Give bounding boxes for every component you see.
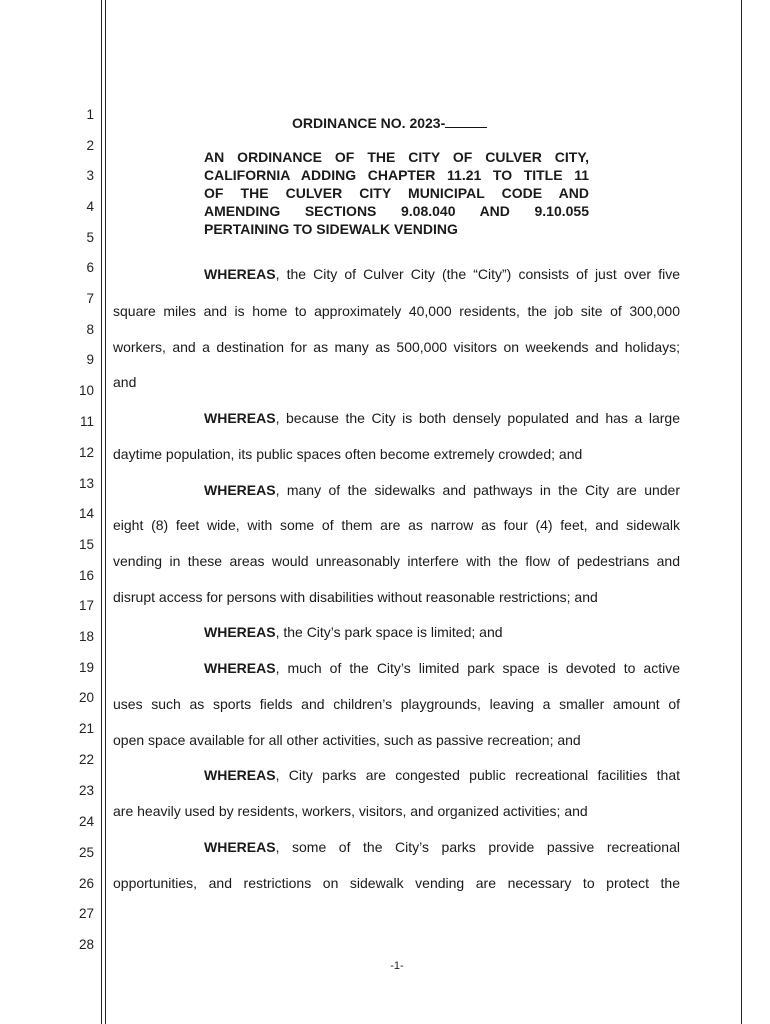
ordinance-subtitle bbox=[204, 148, 589, 238]
whereas-paragraph-3-first-line bbox=[204, 482, 680, 499]
line-number: 15 bbox=[78, 537, 94, 552]
subtitle-line: AN ORDINANCE OF THE CITY OF CULVER CITY, bbox=[204, 149, 589, 165]
paragraph-text: , the City’s park space is limited; and bbox=[275, 624, 503, 640]
whereas-paragraph-2-first-line bbox=[204, 410, 680, 427]
line-number: 27 bbox=[78, 906, 94, 921]
paragraph-line: eight (8) feet wide, with some of them are as narrow as four (4) feet, and sidewalk bbox=[113, 517, 680, 533]
line-number: 23 bbox=[78, 783, 94, 798]
ordinance-title bbox=[292, 113, 487, 132]
left-margin-line-inner bbox=[105, 0, 106, 1024]
line-number: 20 bbox=[78, 690, 94, 705]
line-number: 19 bbox=[78, 660, 94, 675]
line-number: 28 bbox=[78, 937, 94, 952]
line-number: 24 bbox=[78, 814, 94, 829]
paragraph-line: and bbox=[113, 374, 137, 390]
paragraph-line: daytime population, its public spaces often become extremely crowded; and bbox=[113, 446, 583, 462]
subtitle-line: OF THE CULVER CITY MUNICIPAL CODE AND bbox=[204, 185, 589, 201]
whereas-paragraph-6-first-line bbox=[204, 767, 680, 784]
whereas-label: WHEREAS bbox=[204, 624, 276, 640]
line-number: 18 bbox=[78, 629, 94, 644]
whereas-label: WHEREAS bbox=[204, 482, 276, 498]
paragraph-text: , much of the City’s limited park space is devoted to active bbox=[275, 660, 680, 676]
line-number: 21 bbox=[78, 721, 94, 736]
paragraph-text: , because the City is both densely populated and has a large bbox=[275, 410, 680, 426]
paragraph-line: open space available for all other activities, such as passive recreation; and bbox=[113, 732, 581, 748]
line-number: 17 bbox=[78, 598, 94, 613]
line-number: 25 bbox=[78, 845, 94, 860]
whereas-paragraph-1-first-line bbox=[204, 266, 680, 283]
line-number: 10 bbox=[78, 383, 94, 398]
line-number: 11 bbox=[79, 414, 94, 429]
line-number: 2 bbox=[86, 138, 94, 153]
paragraph-text: , some of the City’s parks provide passive recreational bbox=[275, 839, 680, 855]
subtitle-line: AMENDING SECTIONS 9.08.040 AND 9.10.055 bbox=[204, 203, 589, 219]
line-number: 8 bbox=[86, 322, 94, 337]
paragraph-line: uses such as sports fields and children’s playgrounds, leaving a smaller amount of bbox=[113, 696, 680, 712]
paragraph-line: opportunities, and restrictions on sidewalk vending are necessary to protect the bbox=[113, 875, 680, 891]
subtitle-line: PERTAINING TO SIDEWALK VENDING bbox=[204, 221, 458, 237]
line-number: 3 bbox=[86, 168, 94, 183]
whereas-label: WHEREAS bbox=[204, 767, 276, 783]
whereas-paragraph-5-first-line bbox=[204, 660, 680, 677]
whereas-label: WHEREAS bbox=[204, 839, 276, 855]
line-number: 12 bbox=[78, 445, 94, 460]
whereas-paragraph-4-first-line bbox=[204, 624, 680, 641]
line-number: 13 bbox=[78, 476, 94, 491]
paragraph-line: are heavily used by residents, workers, visitors, and organized activities; and bbox=[113, 803, 588, 819]
paragraph-line: vending in these areas would unreasonably interfere with the flow of pedestrians and bbox=[113, 553, 680, 569]
paragraph-line: square miles and is home to approximately 40,000 residents, the job site of 300,000 bbox=[113, 303, 680, 319]
paragraph-text: , many of the sidewalks and pathways in the City are under bbox=[275, 482, 680, 498]
line-number: 6 bbox=[86, 260, 94, 275]
line-number: 26 bbox=[78, 876, 94, 891]
whereas-label: WHEREAS bbox=[204, 660, 276, 676]
line-number: 1 bbox=[86, 107, 94, 122]
right-margin-line bbox=[741, 0, 742, 1024]
paragraph-line: workers, and a destination for as many as 500,000 visitors on weekends and holidays; bbox=[113, 339, 680, 355]
left-margin-line-outer bbox=[101, 0, 102, 1024]
line-number: 22 bbox=[78, 752, 94, 767]
line-number: 7 bbox=[86, 291, 94, 306]
line-number: 9 bbox=[86, 352, 94, 367]
line-number: 5 bbox=[86, 230, 94, 245]
whereas-label: WHEREAS bbox=[204, 410, 276, 426]
paragraph-line: disrupt access for persons with disabilities without reasonable restrictions; and bbox=[113, 589, 598, 605]
line-number: 14 bbox=[78, 506, 94, 521]
whereas-paragraph-7-first-line bbox=[204, 839, 680, 856]
line-number: 4 bbox=[86, 199, 94, 214]
subtitle-line: CALIFORNIA ADDING CHAPTER 11.21 TO TITLE 11 bbox=[204, 167, 589, 183]
paragraph-text: , City parks are congested public recreational facilities that bbox=[275, 767, 680, 783]
whereas-label: WHEREAS bbox=[204, 266, 276, 282]
page-number: -1- bbox=[390, 960, 404, 972]
ordinance-title-text: ORDINANCE NO. 2023- bbox=[292, 115, 446, 131]
line-number: 16 bbox=[78, 568, 94, 583]
ordinance-number-blank bbox=[445, 113, 487, 128]
paragraph-text: , the City of Culver City (the “City”) consists of just over five bbox=[275, 266, 680, 282]
